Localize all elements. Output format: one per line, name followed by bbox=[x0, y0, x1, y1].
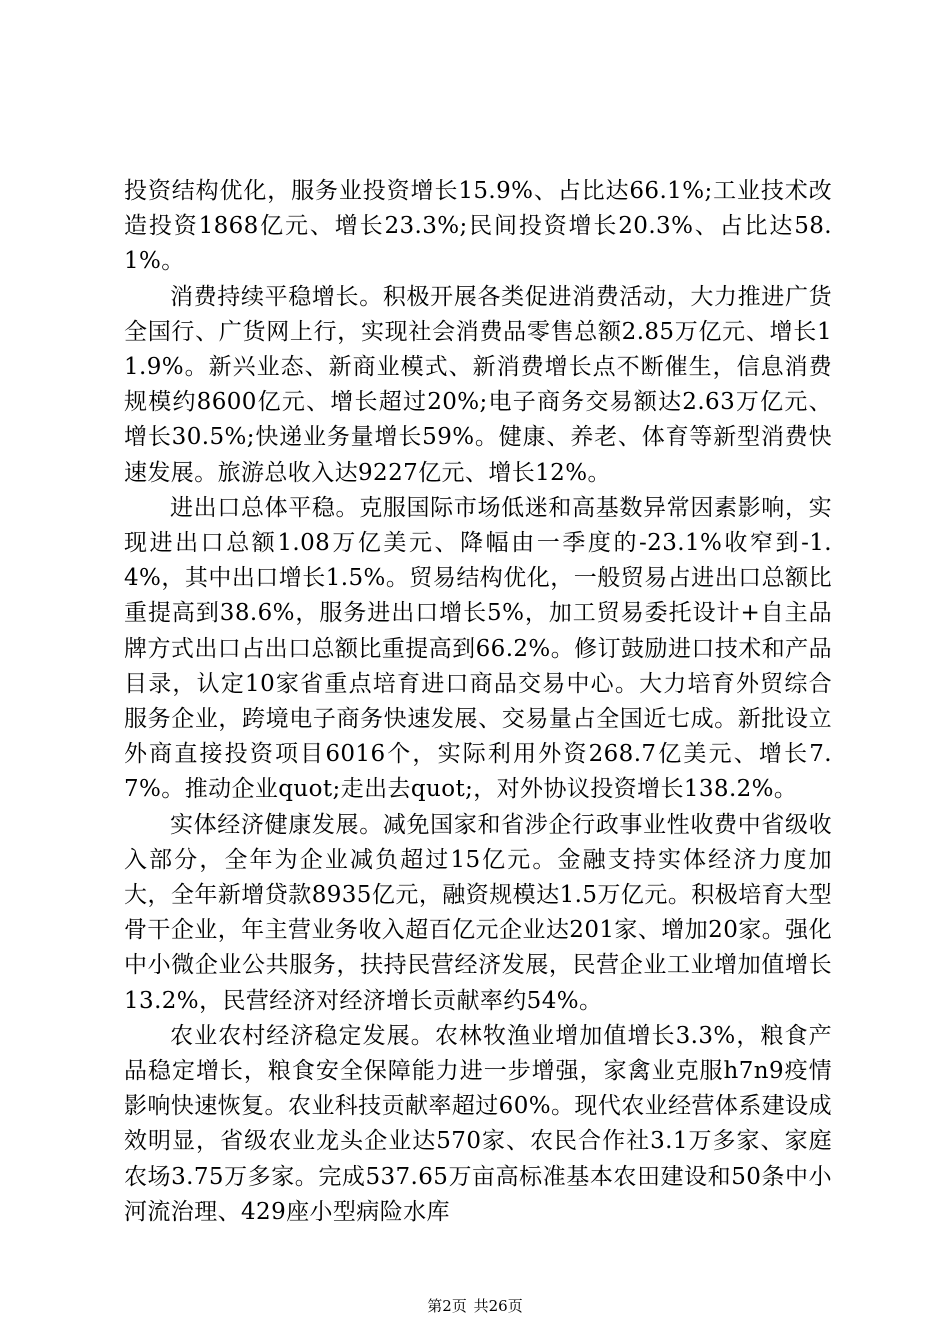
paragraph-investment: 投资结构优化，服务业投资增长15.9%、占比达66.1%;工业技术改造投资1868亿元、增长23.3%;民间投资增长20.3%、占比达58.1%。 bbox=[124, 178, 832, 275]
page-number: 第2页 bbox=[427, 1297, 467, 1315]
paragraph-consumption: 消费持续平稳增长。积极开展各类促进消费活动，大力推进广货全国行、广货网上行，实现社会消费品零售总额2.85万亿元、增长11.9%。新兴业态、新商业模式、新消费增长点不断催生，信息消费规模约8600亿元、增长超过20%;电子商务交易额达2.63万亿元、增长30.5%;快递业务量增长59%。健康、养老、体育等新型消费快速发展。旅游总收入达9227亿元、增长12%。 bbox=[124, 283, 832, 486]
paragraph-agriculture: 农业农村经济稳定发展。农林牧渔业增加值增长3.3%，粮食产品稳定增长，粮食安全保障能力进一步增强，家禽业克服h7n9疫情影响快速恢复。农业科技贡献率超过60%。现代农业经营体系建设成效明显，省级农业龙头企业达570家、农民合作社3.1万多家、家庭农场3.75万多家。完成537.65万亩高标准基本农田建设和50条中小河流治理、429座小型病险水库 bbox=[124, 1022, 832, 1225]
paragraph-real-economy: 实体经济健康发展。减免国家和省涉企行政事业性收费中省级收入部分，全年为企业减负超过15亿元。金融支持实体经济力度加大，全年新增贷款8935亿元，融资规模达1.5万亿元。积极培育大型骨干企业，年主营业务收入超百亿元企业达201家、增加20家。强化中小微企业公共服务，扶持民营经济发展，民营企业工业增加值增长13.2%，民营经济对经济增长贡献率约54%。 bbox=[124, 811, 832, 1014]
total-pages: 共26页 bbox=[473, 1297, 523, 1315]
page-footer bbox=[0, 1296, 950, 1316]
paragraph-import-export: 进出口总体平稳。克服国际市场低迷和高基数异常因素影响，实现进出口总额1.08万亿美元、降幅由一季度的-23.1%收窄到-1.4%，其中出口增长1.5%。贸易结构优化，一般贸易占进出口总额比重提高到38.6%，服务进出口增长5%，加工贸易委托设计+自主品牌方式出口占出口总额比重提高到66.2%。修订鼓励进口技术和产品目录，认定10家省重点培育进口商品交易中心。大力培育外贸综合服务企业，跨境电子商务快速发展、交易量占全国近七成。新批设立外商直接投资项目6016个，实际利用外资268.7亿美元、增长7.7%。推动企业quot;走出去quot;，对外协议投资增长138.2%。 bbox=[124, 494, 832, 803]
document-body bbox=[124, 174, 832, 1230]
